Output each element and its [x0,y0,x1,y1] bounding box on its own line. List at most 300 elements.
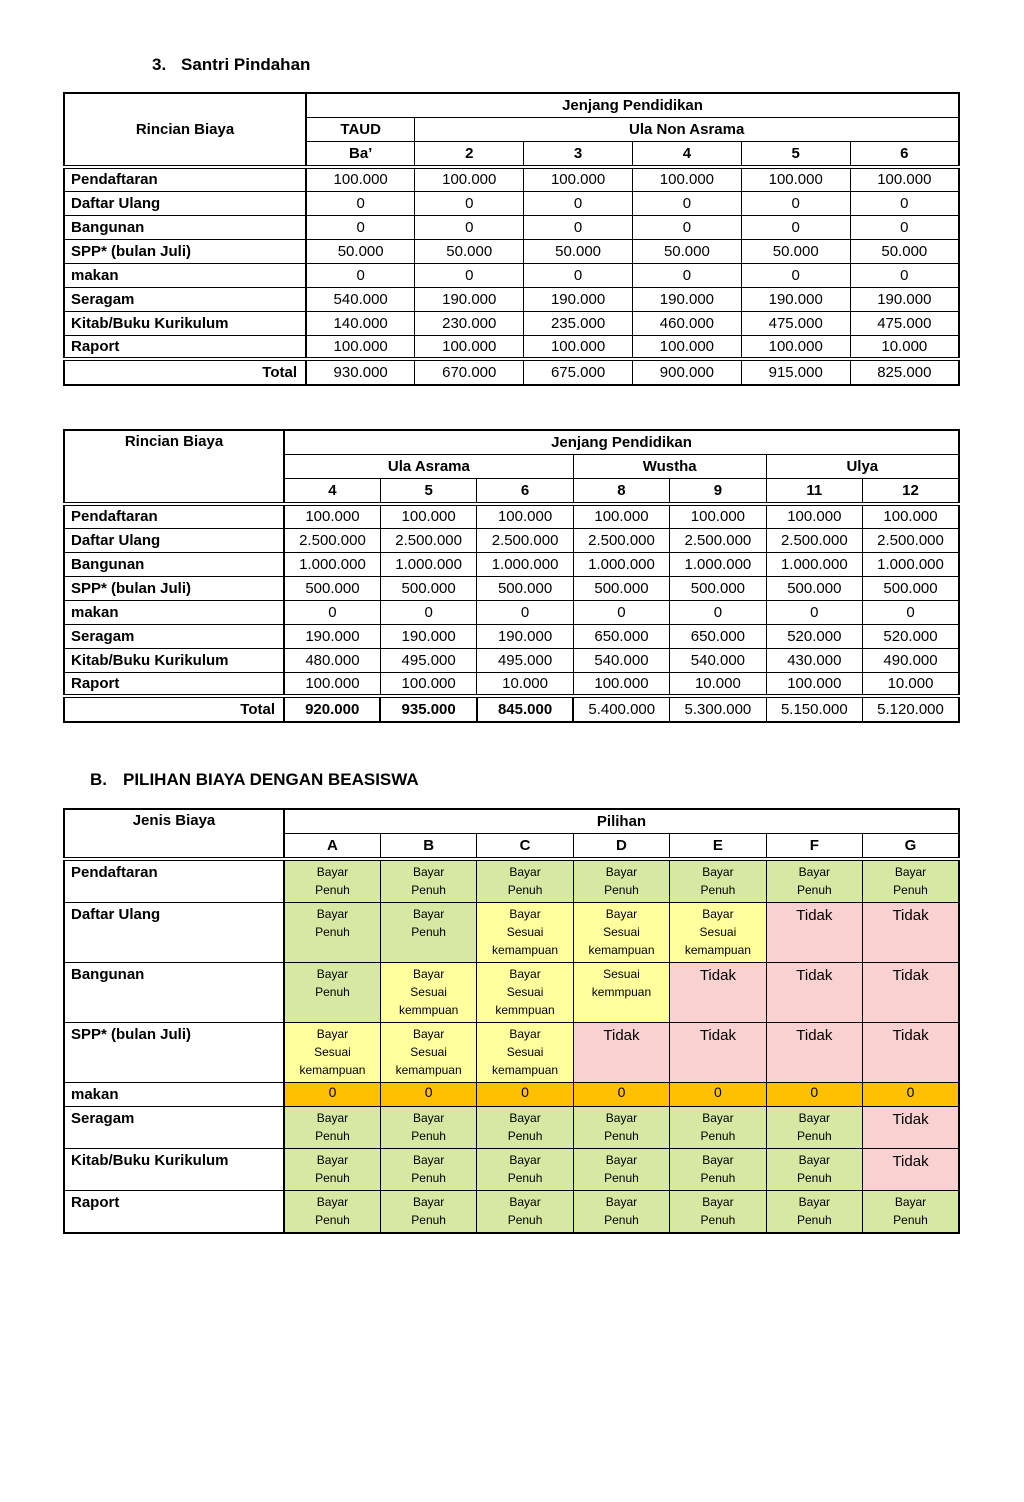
choice-cell [477,1083,573,1107]
choice-cell [766,1023,862,1083]
choice-cell [766,963,862,1023]
choice-cell-line: Bayar [412,907,445,921]
table-row [64,191,959,215]
subgroup-header: Ulya [766,454,959,478]
section-number: 3. [152,55,167,74]
choice-cell-line: Tidak [603,1027,640,1044]
choice-cell [670,1149,766,1191]
fee-value-cell: 0 [477,600,573,624]
row-label: SPP* (bulan Juli) [64,239,306,263]
choice-cell-line: Tidak [892,1111,929,1128]
choice-cell-line: Penuh [315,883,350,897]
choice-cell-line: Penuh [315,985,350,999]
fee-value-cell: 100.000 [632,335,741,359]
choice-cell [573,1191,669,1234]
choice-cell-line: Bayar [412,1153,445,1167]
choice-cell-line: Penuh [315,925,350,939]
choice-cell-line: Bayar [605,1111,638,1125]
row-label: makan [64,600,284,624]
fee-value-cell: 500.000 [670,576,766,600]
row-label: makan [64,1083,284,1107]
fee-value-cell: 100.000 [380,504,476,528]
table-row [64,903,959,963]
choice-cell [380,903,476,963]
column-header: C [477,833,573,859]
fee-value-cell: 0 [415,191,524,215]
column-header: 6 [477,478,573,504]
fee-value-cell: 50.000 [415,239,524,263]
choice-cell [766,1149,862,1191]
table-row [64,215,959,239]
table-row [64,1083,959,1107]
header-row [64,809,959,833]
choice-cell-line: Bayar [798,1153,830,1167]
column-header: Ba’ [306,141,415,167]
choice-cell-line: Penuh [411,1129,446,1143]
table-row [64,1149,959,1191]
row-label: Daftar Ulang [64,191,306,215]
section-title-pilihan-beasiswa [90,769,1024,790]
fee-value-cell: 495.000 [477,648,573,672]
choice-cell-line: Bayar [509,1195,541,1209]
choice-cell [380,1023,476,1083]
table-body [64,167,959,385]
table-header [64,430,959,504]
fee-value-cell: 190.000 [524,287,633,311]
fee-value-cell: 495.000 [380,648,476,672]
tabel-biaya-asrama [63,429,960,723]
choice-cell [670,903,766,963]
choice-cell-line: Bayar [412,865,445,879]
fee-value-cell: 100.000 [863,504,959,528]
subgroup-header: TAUD [306,117,415,141]
fee-value-cell: 100.000 [632,167,741,191]
choice-cell-line: Bayar [412,967,445,981]
choice-cell-line: Tidak [699,1027,736,1044]
column-header: 2 [415,141,524,167]
table-row [64,963,959,1023]
fee-value-cell: 190.000 [284,624,380,648]
fee-value-cell: 10.000 [863,672,959,696]
choice-cell-line: Sesuai [410,985,447,999]
choice-cell [380,1083,476,1107]
total-value-cell: 5.120.000 [863,696,959,722]
choice-cell-line: Bayar [509,1111,541,1125]
choice-cell [863,1023,959,1083]
row-label: Kitab/Buku Kurikulum [64,1149,284,1191]
choice-cell-line: Penuh [893,1213,928,1227]
column-header: 12 [863,478,959,504]
choice-cell [766,1083,862,1107]
choice-cell-line: 0 [521,1084,529,1100]
choice-cell [380,963,476,1023]
choice-cell-line: Penuh [411,883,446,897]
table-row [64,600,959,624]
fee-value-cell: 2.500.000 [380,528,476,552]
choice-cell-line: Sesuai [506,925,544,939]
choice-cell-line: 0 [714,1084,722,1100]
fee-value-cell: 10.000 [670,672,766,696]
choice-cell-line: Sesuai [410,1045,447,1059]
table-row [64,167,959,191]
fee-value-cell: 1.000.000 [380,552,476,576]
choice-cell-line: Penuh [604,1213,639,1227]
fee-value-cell: 50.000 [306,239,415,263]
fee-value-cell: 50.000 [850,239,959,263]
choice-cell [670,1107,766,1149]
choice-cell [477,1023,573,1083]
choice-cell-line: Tidak [796,1027,833,1044]
table-row [64,648,959,672]
total-value-cell: 935.000 [380,696,476,722]
fee-value-cell: 100.000 [766,504,862,528]
choice-cell-line: 0 [328,1084,337,1100]
total-row [64,359,959,385]
fee-value-cell: 475.000 [850,311,959,335]
choice-cell-line: Sesuai [506,985,544,999]
table-row [64,287,959,311]
choice-cell-line: Bayar [894,865,927,879]
fee-value-cell: 100.000 [670,504,766,528]
choice-cell [477,963,573,1023]
total-value-cell: 5.300.000 [670,696,766,722]
row-label: Raport [64,1191,284,1234]
choice-cell-line: Penuh [796,1171,832,1185]
fee-value-cell: 140.000 [306,311,415,335]
choice-cell-line: Bayar [702,907,734,921]
group-header: Jenjang Pendidikan [284,430,959,454]
fee-value-cell: 2.500.000 [477,528,573,552]
tabel-pilihan-beasiswa [63,808,960,1234]
choice-cell-line: kemmpuan [495,1003,555,1017]
choice-cell-line: Bayar [509,865,541,879]
table-row [64,552,959,576]
fee-value-cell: 0 [632,191,741,215]
row-label: SPP* (bulan Juli) [64,576,284,600]
choice-cell-line: Bayar [412,1027,445,1041]
fee-value-cell: 10.000 [850,335,959,359]
row-label: Kitab/Buku Kurikulum [64,311,306,335]
choice-cell-line: Penuh [796,883,832,897]
choice-cell-line: Sesuai [314,1045,351,1059]
column-header: 4 [632,141,741,167]
column-header: 6 [850,141,959,167]
row-label: Seragam [64,624,284,648]
choice-cell-line: Bayar [509,1153,541,1167]
choice-cell-line: Penuh [700,1129,736,1143]
table-row [64,239,959,263]
fee-value-cell: 190.000 [477,624,573,648]
choice-cell-line: Bayar [894,1195,927,1209]
choice-cell [284,903,380,963]
choice-cell-line: Tidak [892,967,929,984]
choice-cell-line: Bayar [316,1153,349,1167]
choice-cell-line: Penuh [315,1213,350,1227]
table-row [64,672,959,696]
choice-cell-line: Tidak [892,1153,929,1170]
choice-cell-line: Penuh [411,925,446,939]
fee-value-cell: 0 [850,263,959,287]
choice-cell-line: Penuh [411,1213,446,1227]
fee-value-cell: 500.000 [284,576,380,600]
choice-cell [477,859,573,903]
choice-cell-line: Bayar [605,865,638,879]
fee-value-cell: 540.000 [670,648,766,672]
total-value-cell: 930.000 [306,359,415,385]
fee-value-cell: 100.000 [741,167,850,191]
choice-cell-line: kemampuan [395,1063,462,1077]
choice-cell-line: Penuh [315,1129,350,1143]
row-label: Bangunan [64,552,284,576]
choice-cell-line: Bayar [702,1111,734,1125]
fee-value-cell: 0 [741,215,850,239]
fee-value-cell: 100.000 [415,335,524,359]
choice-cell-line: Bayar [316,1111,349,1125]
choice-cell-line: Tidak [892,1027,929,1044]
fee-value-cell: 50.000 [632,239,741,263]
choice-cell-line: Penuh [700,1171,736,1185]
fee-value-cell: 0 [415,215,524,239]
choice-cell-line: Sesuai [506,1045,544,1059]
choice-cell [284,963,380,1023]
tabel-biaya-non-asrama [63,92,960,386]
choice-cell-line: Tidak [796,967,833,984]
choice-cell [284,859,380,903]
choice-cell [766,859,862,903]
total-value-cell: 915.000 [741,359,850,385]
fee-value-cell: 520.000 [766,624,862,648]
column-header: G [863,833,959,859]
fee-value-cell: 1.000.000 [284,552,380,576]
choice-cell [863,1107,959,1149]
choice-cell [670,1083,766,1107]
choice-cell-line: kemmpuan [398,1003,459,1017]
fee-value-cell: 0 [284,600,380,624]
column-header: E [670,833,766,859]
table-row [64,263,959,287]
column-header: D [573,833,669,859]
choice-cell-line: Bayar [509,967,541,981]
fee-value-cell: 100.000 [415,167,524,191]
choice-cell-line: Tidak [892,907,929,924]
column-header: 8 [573,478,669,504]
fee-value-cell: 1.000.000 [766,552,862,576]
row-label: Daftar Ulang [64,528,284,552]
column-header: 9 [670,478,766,504]
table-body [64,859,959,1233]
group-header: Pilihan [284,809,959,833]
fee-value-cell: 460.000 [632,311,741,335]
column-header: 5 [380,478,476,504]
fee-value-cell: 100.000 [766,672,862,696]
choice-cell-line: Penuh [700,883,736,897]
fee-value-cell: 0 [850,215,959,239]
total-value-cell: 670.000 [415,359,524,385]
fee-value-cell: 2.500.000 [284,528,380,552]
fee-value-cell: 190.000 [632,287,741,311]
table-row [64,335,959,359]
fee-value-cell: 0 [632,263,741,287]
choice-cell [380,1191,476,1234]
fee-value-cell: 0 [306,263,415,287]
row-label: Pendaftaran [64,504,284,528]
choice-cell-line: Bayar [605,1153,638,1167]
column-header: B [380,833,476,859]
fee-value-cell: 1.000.000 [670,552,766,576]
choice-cell-line: kemampuan [492,1063,559,1077]
fee-value-cell: 0 [380,600,476,624]
table-row [64,859,959,903]
fee-value-cell: 480.000 [284,648,380,672]
column-header: 5 [741,141,850,167]
fee-value-cell: 500.000 [573,576,669,600]
choice-cell [863,903,959,963]
choice-cell-line: Penuh [604,1171,639,1185]
fee-value-cell: 100.000 [284,672,380,696]
row-label: Seragam [64,1107,284,1149]
choice-cell-line: Bayar [316,907,349,921]
choice-cell [670,859,766,903]
fee-value-cell: 50.000 [741,239,850,263]
fee-value-cell: 190.000 [741,287,850,311]
fee-value-cell: 0 [741,263,850,287]
table-row [64,504,959,528]
fee-value-cell: 0 [670,600,766,624]
choice-cell-line: Bayar [702,865,734,879]
choice-cell-line: Penuh [315,1171,350,1185]
choice-cell [477,1191,573,1234]
choice-cell-line: 0 [617,1084,626,1100]
fee-value-cell: 2.500.000 [863,528,959,552]
choice-cell-line: 0 [810,1084,819,1100]
fee-value-cell: 540.000 [573,648,669,672]
choice-cell [766,1191,862,1234]
column-header: 4 [284,478,380,504]
total-value-cell: 825.000 [850,359,959,385]
choice-cell-line: Tidak [796,907,833,924]
fee-value-cell: 100.000 [524,335,633,359]
column-header: A [284,833,380,859]
choice-cell [863,859,959,903]
fee-value-cell: 100.000 [850,167,959,191]
choice-cell [766,903,862,963]
section-title-text: PILIHAN BIAYA DENGAN BEASISWA [123,770,419,789]
row-label: Pendaftaran [64,859,284,903]
row-label: Bangunan [64,963,284,1023]
fee-value-cell: 1.000.000 [477,552,573,576]
choice-cell [863,963,959,1023]
row-label: Bangunan [64,215,306,239]
total-value-cell: 5.150.000 [766,696,862,722]
choice-cell [573,1107,669,1149]
choice-cell [573,963,669,1023]
fee-value-cell: 540.000 [306,287,415,311]
total-value-cell: 675.000 [524,359,633,385]
choice-cell [284,1023,380,1083]
fee-value-cell: 2.500.000 [766,528,862,552]
choice-cell-line: Sesuai [603,925,640,939]
choice-cell-line: Penuh [507,1129,543,1143]
table-row [64,1023,959,1083]
choice-cell [573,903,669,963]
total-value-cell: 845.000 [477,696,573,722]
fee-value-cell: 500.000 [766,576,862,600]
choice-cell [380,859,476,903]
choice-cell-line: Bayar [509,1027,541,1041]
fee-value-cell: 0 [632,215,741,239]
table-row [64,311,959,335]
fee-value-cell: 10.000 [477,672,573,696]
choice-cell-line: Bayar [702,1195,734,1209]
row-label: SPP* (bulan Juli) [64,1023,284,1083]
table-row [64,1107,959,1149]
choice-cell [863,1083,959,1107]
row-label: Seragam [64,287,306,311]
fee-value-cell: 430.000 [766,648,862,672]
column-header: F [766,833,862,859]
header-row [64,93,959,117]
fee-value-cell: 0 [306,215,415,239]
choice-cell-line: 0 [424,1084,433,1100]
choice-cell-line: Penuh [604,1129,639,1143]
choice-cell-line: Bayar [605,1195,638,1209]
fee-value-cell: 650.000 [573,624,669,648]
choice-cell-line: Bayar [316,1027,349,1041]
choice-cell-line: Bayar [412,1111,445,1125]
table-body [64,504,959,722]
choice-cell-line: kemampuan [684,943,751,957]
row-label: Raport [64,672,284,696]
choice-cell [766,1107,862,1149]
fee-value-cell: 100.000 [306,167,415,191]
total-value-cell: 5.400.000 [573,696,669,722]
choice-cell-line: kemampuan [299,1063,366,1077]
corner-label: Rincian Biaya [64,93,306,167]
choice-cell-line: Sesuai [699,925,737,939]
fee-value-cell: 100.000 [477,504,573,528]
fee-value-cell: 500.000 [380,576,476,600]
fee-value-cell: 100.000 [573,672,669,696]
choice-cell [477,1107,573,1149]
fee-value-cell: 0 [863,600,959,624]
document-page [0,54,1024,1502]
fee-value-cell: 50.000 [524,239,633,263]
column-header: 3 [524,141,633,167]
choice-cell-line: Bayar [702,1153,734,1167]
fee-value-cell: 490.000 [863,648,959,672]
choice-cell-line: Bayar [605,907,638,921]
choice-cell-line: Penuh [604,883,639,897]
choice-cell-line: Penuh [700,1213,736,1227]
group-header: Jenjang Pendidikan [306,93,959,117]
fee-value-cell: 100.000 [524,167,633,191]
choice-cell-line: Bayar [316,1195,349,1209]
row-label: Pendaftaran [64,167,306,191]
fee-value-cell: 0 [741,191,850,215]
choice-cell [573,1149,669,1191]
choice-cell [863,1191,959,1234]
fee-value-cell: 0 [524,191,633,215]
choice-cell-line: Bayar [798,865,830,879]
fee-value-cell: 100.000 [573,504,669,528]
choice-cell-line: Penuh [796,1213,832,1227]
table-row [64,528,959,552]
choice-cell [477,903,573,963]
choice-cell [284,1191,380,1234]
table-header [64,93,959,167]
row-label: Daftar Ulang [64,903,284,963]
fee-value-cell: 100.000 [284,504,380,528]
